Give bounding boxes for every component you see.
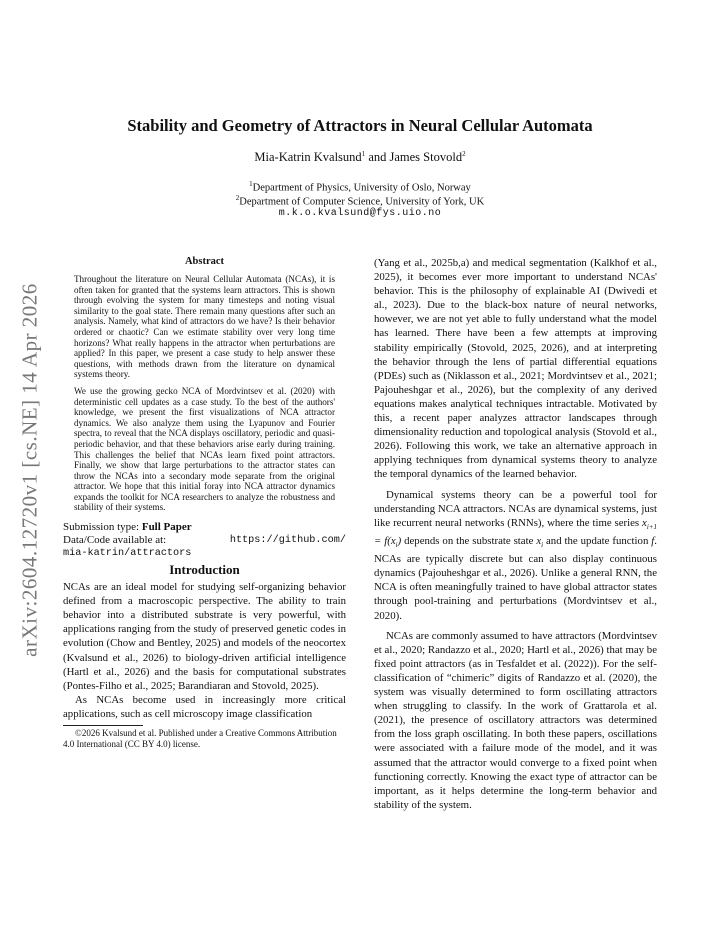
author-name: James Stovold [389,150,463,165]
abstract-paragraph: Throughout the literature on Neural Cellular Automata (NCAs), it is often taken for granted that the systems learn attractors. This is shown through evolving the system for many timesteps and noting visual similarity to the goal state. There remain many questions after such an analysis. Namely, what kind of attractors do we have? Is their behavior ordered or chaotic? Can we estimate stability over very long time horizons? What really happens in the attractor when perturbations are applied? In this paper, we present a case study to help answer these questions, with methods drawn from the literature on dynamical systems theory. [74,274,335,380]
abstract-heading: Abstract [184,256,225,267]
body-paragraph: (Yang et al., 2025b,a) and medical segmentation (Kalkhof et al., 2025), it becomes ever more important to understand NCAs' behavior. This is the philosophy of explainable AI (Dwivedi et al., 2023). Due to the black-box nature of neural networks, however, we are not yet able to fully understand what the model has learned. There have been a few attempts at improving stability empirically (Stovold, 2025, 2026), and at interpreting the behavior through the lens of partial differential equations (PDEs) such as (Niklasson et al., 2021; Mordvintsev et al., 2021; Pajouheshgar et al., 2026), but the complexity of any derived equations makes analytical techniques intractable. Motivated by this, a recent paper analyzes attractor landscapes through dimensionality reduction and topological analysis (Stovold et al., 2026). Following this work, we take an alternative approach in applying techniques from dynamical systems theory to analyze the temporal dynamics of the learned behavior. [374,257,657,481]
text-run: depends on the substrate state [401,534,537,547]
math-recurrence: $x_{i+1} = f(x_i)$ [374,516,657,550]
introduction-heading: Introduction [169,562,240,578]
author-name: Mia-Katrin Kvalsund [254,150,362,165]
author-superscript: 2 [462,150,466,158]
text-run: and the update function [543,534,652,547]
abstract-paragraph: We use the growing gecko NCA of Mordvintsev et al. (2020) with deterministic cell updates as a case study. To the best of the authors' knowledge, we present the first visualizations of NCA attractor dynamics. We also analyze them using the Lyapunov and Fourier spectra, to reveal that the NCA displays oscillatory, periodic and quasi-periodic behavior, and that these behaviors arise early during training. This challenges the belief that NCAs learn fixed point attractors. Finally, we show that large perturbations to the attractor states can throw the NCAs into a secondary mode separate from the original attractor. We hope that this initial foray into NCA attractor dynamics expands the toolkit for NCA researchers to analyze the robustness and stability of their systems. [74,385,335,513]
affiliation-text: Department of Physics, University of Oslo, Norway [252,182,471,194]
submission-type-value: Full Paper [141,521,192,534]
left-column [63,256,346,750]
math-function: f [651,534,655,547]
author-superscript: 1 [361,150,366,158]
text-run: . NCAs are typically discrete but can also display continuous dynamics (Pajouheshgar et al., 2026). Unlike a general RNN, the NCA is often meaningfully trained to have global attractor states through pool-training and perturbations (Mordvintsev et al., 2020). [374,534,657,622]
arxiv-stamp [10,260,50,680]
body-paragraph [374,488,657,623]
author-conjunction: and [365,150,390,165]
author-email: m.k.o.kvalsund@fys.uio.no [278,208,442,219]
body-paragraph: NCAs are commonly assumed to have attractors (Mordvintsev et al., 2020; Randazzo et al., 2020; Hartl et al., 2026) that may be fixed point attractors (as in Tesfaldet et al. (2022)). For the self-classification of “chimeric” digits of Randazzo et al. (2020), the system was visually determined to form oscillating attractors when struggling to classify. In the work of Grattarola et al. (2021), the presence of oscillatory attractors was determined from the loss graph oscillating. In both these papers, oscillations were associated with a failure mode of the model, and it was assumed that the attractor would converge to a fixed point when functioning correctly. Knowing the exact type of attractor can be important, as it helps determine the long-term behavior and stability of the system. [374,629,657,811]
affiliation-superscript: 1 [249,180,253,188]
affiliation-superscript: 2 [235,194,240,202]
text-run: Dynamical systems theory can be a powerful tool for understanding NCA attractors. NCAs are dynamical systems, just like recurrent neural networks (RNNs), where the time series [374,488,657,529]
arxiv-id: arXiv:2604.12720v1 [cs.NE] 14 Apr 2026 [17,283,42,657]
affiliation [0,180,720,194]
paper-title: Stability and Geometry of Attractors in Neural Cellular Automata [127,116,593,135]
code-link-continued[interactable]: mia-katrin/attractors [63,548,192,560]
affiliation [0,194,720,208]
introduction-body-left [63,580,346,721]
author-line [0,150,720,165]
license-footnote: ©2026 Kvalsund et al. Published under a Creative Commons Attribution 4.0 International (CC BY 4.0) license. [63,728,337,749]
body-paragraph: NCAs are an ideal model for studying self-organizing behavior defined from a macroscopic perspective. The ability to train behavior into a distributed substrate is very powerful, with applications ranging from the study of preserved genetic codes in evolution (Chow and Bentley, 2025) and models of the neocortex (Kvalsund et al., 2026) to biology-driven artificial intelligence (Hartl et al., 2026) and the basis for computational substrates (Pontes-Filho et al., 2025; Barandiaran and Stovold, 2025). [63,581,346,692]
introduction-body-right [374,256,657,812]
body-paragraph: As NCAs become used in increasingly more critical applications, such as cell microscopy image classification [63,693,346,720]
code-label: Data/Code available at: [63,534,167,547]
math-state: $x_i$ [536,534,544,550]
submission-info [63,521,346,560]
submission-type-label: Submission type: [63,521,142,534]
abstract-body [74,274,335,513]
affiliation-text: Department of Computer Science, University of York, UK [239,196,485,208]
footnote-rule [63,725,143,726]
code-link[interactable]: https://github.com/ [229,535,346,547]
right-column [374,256,657,812]
